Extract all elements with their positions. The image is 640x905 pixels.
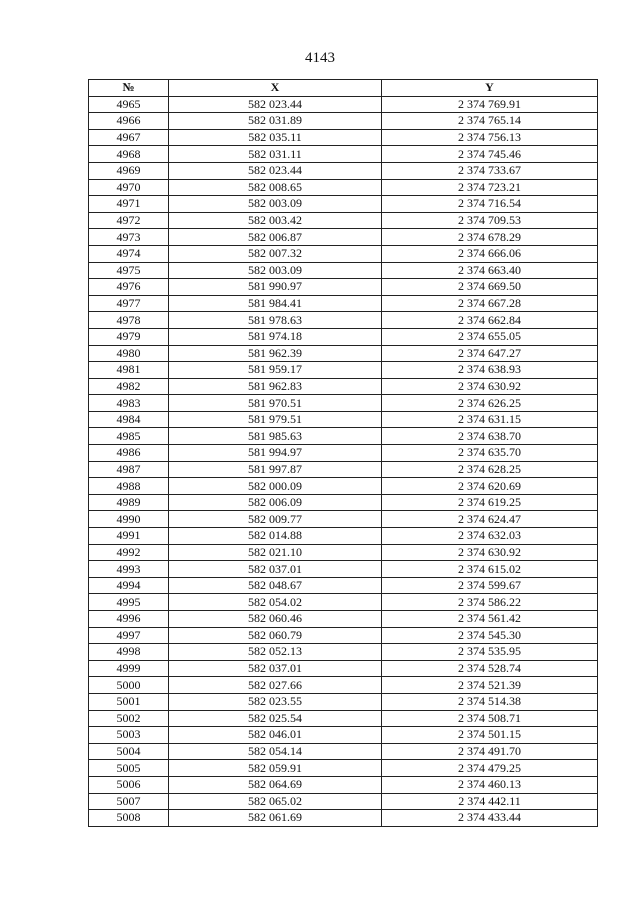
table-row <box>89 710 598 727</box>
cell-number: 4982 <box>89 378 169 395</box>
cell-y: 2 374 632.03 <box>382 528 598 545</box>
cell-number: 4989 <box>89 494 169 511</box>
cell-y: 2 374 638.70 <box>382 428 598 445</box>
table-row <box>89 760 598 777</box>
cell-number: 4991 <box>89 528 169 545</box>
cell-x: 582 065.02 <box>169 793 382 810</box>
cell-y: 2 374 662.84 <box>382 312 598 329</box>
cell-y: 2 374 631.15 <box>382 411 598 428</box>
cell-y: 2 374 745.46 <box>382 146 598 163</box>
cell-y: 2 374 433.44 <box>382 810 598 827</box>
table-row <box>89 743 598 760</box>
cell-y: 2 374 647.27 <box>382 345 598 362</box>
cell-y: 2 374 655.05 <box>382 328 598 345</box>
cell-x: 582 003.09 <box>169 196 382 213</box>
cell-number: 5005 <box>89 760 169 777</box>
cell-x: 582 046.01 <box>169 727 382 744</box>
cell-number: 4974 <box>89 245 169 262</box>
table-row <box>89 411 598 428</box>
cell-y: 2 374 716.54 <box>382 196 598 213</box>
table-row <box>89 212 598 229</box>
table-row <box>89 445 598 462</box>
cell-x: 582 007.32 <box>169 245 382 262</box>
cell-number: 4998 <box>89 644 169 661</box>
cell-x: 582 060.46 <box>169 611 382 628</box>
cell-y: 2 374 723.21 <box>382 179 598 196</box>
table-row <box>89 245 598 262</box>
cell-x: 581 974.18 <box>169 328 382 345</box>
cell-x: 581 979.51 <box>169 411 382 428</box>
cell-y: 2 374 528.74 <box>382 660 598 677</box>
cell-number: 4973 <box>89 229 169 246</box>
cell-y: 2 374 769.91 <box>382 96 598 113</box>
cell-y: 2 374 599.67 <box>382 577 598 594</box>
cell-number: 4996 <box>89 611 169 628</box>
header-y: Y <box>382 80 598 97</box>
cell-y: 2 374 630.92 <box>382 544 598 561</box>
cell-number: 4967 <box>89 129 169 146</box>
cell-x: 581 962.39 <box>169 345 382 362</box>
table-row <box>89 660 598 677</box>
cell-x: 582 009.77 <box>169 511 382 528</box>
table-row <box>89 196 598 213</box>
table-row <box>89 279 598 296</box>
cell-y: 2 374 535.95 <box>382 644 598 661</box>
page-number: 4143 <box>305 50 335 66</box>
cell-number: 4997 <box>89 627 169 644</box>
cell-number: 4971 <box>89 196 169 213</box>
cell-number: 4990 <box>89 511 169 528</box>
table-row <box>89 428 598 445</box>
cell-y: 2 374 667.28 <box>382 295 598 312</box>
cell-number: 4999 <box>89 660 169 677</box>
header-number: № <box>89 80 169 97</box>
table-row <box>89 677 598 694</box>
table-row <box>89 362 598 379</box>
cell-y: 2 374 521.39 <box>382 677 598 694</box>
cell-x: 582 054.14 <box>169 743 382 760</box>
table-row <box>89 627 598 644</box>
cell-y: 2 374 615.02 <box>382 561 598 578</box>
table-row <box>89 395 598 412</box>
cell-number: 5000 <box>89 677 169 694</box>
cell-x: 582 008.65 <box>169 179 382 196</box>
table-row <box>89 262 598 279</box>
table-row <box>89 478 598 495</box>
cell-y: 2 374 545.30 <box>382 627 598 644</box>
cell-x: 582 006.87 <box>169 229 382 246</box>
coordinates-table <box>88 79 598 827</box>
table-row <box>89 345 598 362</box>
cell-x: 581 990.97 <box>169 279 382 296</box>
cell-number: 4992 <box>89 544 169 561</box>
table-row <box>89 129 598 146</box>
cell-number: 4976 <box>89 279 169 296</box>
cell-number: 4977 <box>89 295 169 312</box>
table-row <box>89 577 598 594</box>
cell-x: 582 037.01 <box>169 561 382 578</box>
cell-y: 2 374 508.71 <box>382 710 598 727</box>
cell-x: 581 962.83 <box>169 378 382 395</box>
cell-y: 2 374 491.70 <box>382 743 598 760</box>
cell-y: 2 374 635.70 <box>382 445 598 462</box>
table-row <box>89 162 598 179</box>
cell-y: 2 374 678.29 <box>382 229 598 246</box>
cell-x: 582 064.69 <box>169 776 382 793</box>
cell-x: 582 031.89 <box>169 113 382 130</box>
cell-number: 5004 <box>89 743 169 760</box>
table-header <box>89 80 598 97</box>
cell-x: 582 037.01 <box>169 660 382 677</box>
cell-y: 2 374 442.11 <box>382 793 598 810</box>
table-row <box>89 544 598 561</box>
cell-x: 582 023.44 <box>169 96 382 113</box>
header-x: X <box>169 80 382 97</box>
cell-number: 5007 <box>89 793 169 810</box>
cell-y: 2 374 666.06 <box>382 245 598 262</box>
table-row <box>89 611 598 628</box>
cell-x: 582 061.69 <box>169 810 382 827</box>
cell-y: 2 374 669.50 <box>382 279 598 296</box>
table-row <box>89 328 598 345</box>
table-row <box>89 494 598 511</box>
cell-x: 582 052.13 <box>169 644 382 661</box>
cell-number: 4966 <box>89 113 169 130</box>
table-row <box>89 810 598 827</box>
cell-number: 4975 <box>89 262 169 279</box>
cell-x: 582 014.88 <box>169 528 382 545</box>
cell-y: 2 374 638.93 <box>382 362 598 379</box>
cell-y: 2 374 620.69 <box>382 478 598 495</box>
cell-x: 582 003.09 <box>169 262 382 279</box>
cell-number: 4988 <box>89 478 169 495</box>
cell-y: 2 374 460.13 <box>382 776 598 793</box>
table-row <box>89 776 598 793</box>
cell-y: 2 374 624.47 <box>382 511 598 528</box>
table-row <box>89 295 598 312</box>
cell-x: 582 025.54 <box>169 710 382 727</box>
table-row <box>89 727 598 744</box>
cell-x: 581 970.51 <box>169 395 382 412</box>
cell-x: 582 054.02 <box>169 594 382 611</box>
cell-number: 4979 <box>89 328 169 345</box>
table-row <box>89 96 598 113</box>
cell-x: 581 978.63 <box>169 312 382 329</box>
cell-x: 582 006.09 <box>169 494 382 511</box>
cell-y: 2 374 619.25 <box>382 494 598 511</box>
cell-number: 5003 <box>89 727 169 744</box>
cell-number: 5008 <box>89 810 169 827</box>
cell-number: 4965 <box>89 96 169 113</box>
cell-y: 2 374 561.42 <box>382 611 598 628</box>
cell-number: 5006 <box>89 776 169 793</box>
cell-y: 2 374 586.22 <box>382 594 598 611</box>
cell-number: 4994 <box>89 577 169 594</box>
cell-number: 4983 <box>89 395 169 412</box>
cell-number: 4984 <box>89 411 169 428</box>
cell-x: 582 027.66 <box>169 677 382 694</box>
cell-x: 582 060.79 <box>169 627 382 644</box>
cell-y: 2 374 709.53 <box>382 212 598 229</box>
cell-y: 2 374 479.25 <box>382 760 598 777</box>
table-row <box>89 146 598 163</box>
cell-x: 582 023.55 <box>169 693 382 710</box>
cell-x: 582 000.09 <box>169 478 382 495</box>
table-row <box>89 561 598 578</box>
cell-y: 2 374 756.13 <box>382 129 598 146</box>
table-row <box>89 528 598 545</box>
cell-number: 4968 <box>89 146 169 163</box>
cell-x: 581 994.97 <box>169 445 382 462</box>
table-row <box>89 229 598 246</box>
cell-number: 4970 <box>89 179 169 196</box>
header-row <box>89 80 598 97</box>
cell-number: 4986 <box>89 445 169 462</box>
table-row <box>89 693 598 710</box>
cell-x: 581 985.63 <box>169 428 382 445</box>
cell-x: 581 959.17 <box>169 362 382 379</box>
table-row <box>89 793 598 810</box>
table-row <box>89 113 598 130</box>
cell-number: 4981 <box>89 362 169 379</box>
cell-x: 581 997.87 <box>169 461 382 478</box>
cell-x: 582 035.11 <box>169 129 382 146</box>
cell-number: 4993 <box>89 561 169 578</box>
cell-number: 5002 <box>89 710 169 727</box>
table-row <box>89 312 598 329</box>
cell-x: 582 048.67 <box>169 577 382 594</box>
cell-x: 582 003.42 <box>169 212 382 229</box>
cell-x: 582 023.44 <box>169 162 382 179</box>
cell-y: 2 374 626.25 <box>382 395 598 412</box>
cell-number: 4972 <box>89 212 169 229</box>
table-row <box>89 594 598 611</box>
cell-x: 582 059.91 <box>169 760 382 777</box>
cell-y: 2 374 765.14 <box>382 113 598 130</box>
cell-number: 4985 <box>89 428 169 445</box>
cell-y: 2 374 628.25 <box>382 461 598 478</box>
cell-number: 4969 <box>89 162 169 179</box>
table-row <box>89 378 598 395</box>
cell-number: 4980 <box>89 345 169 362</box>
cell-x: 582 031.11 <box>169 146 382 163</box>
cell-y: 2 374 630.92 <box>382 378 598 395</box>
cell-number: 4978 <box>89 312 169 329</box>
cell-number: 4995 <box>89 594 169 611</box>
cell-number: 5001 <box>89 693 169 710</box>
table-row <box>89 511 598 528</box>
table-row <box>89 179 598 196</box>
cell-number: 4987 <box>89 461 169 478</box>
cell-x: 581 984.41 <box>169 295 382 312</box>
cell-y: 2 374 501.15 <box>382 727 598 744</box>
cell-y: 2 374 663.40 <box>382 262 598 279</box>
table-row <box>89 644 598 661</box>
cell-y: 2 374 514.38 <box>382 693 598 710</box>
cell-y: 2 374 733.67 <box>382 162 598 179</box>
table-row <box>89 461 598 478</box>
cell-x: 582 021.10 <box>169 544 382 561</box>
table-body <box>89 96 598 826</box>
